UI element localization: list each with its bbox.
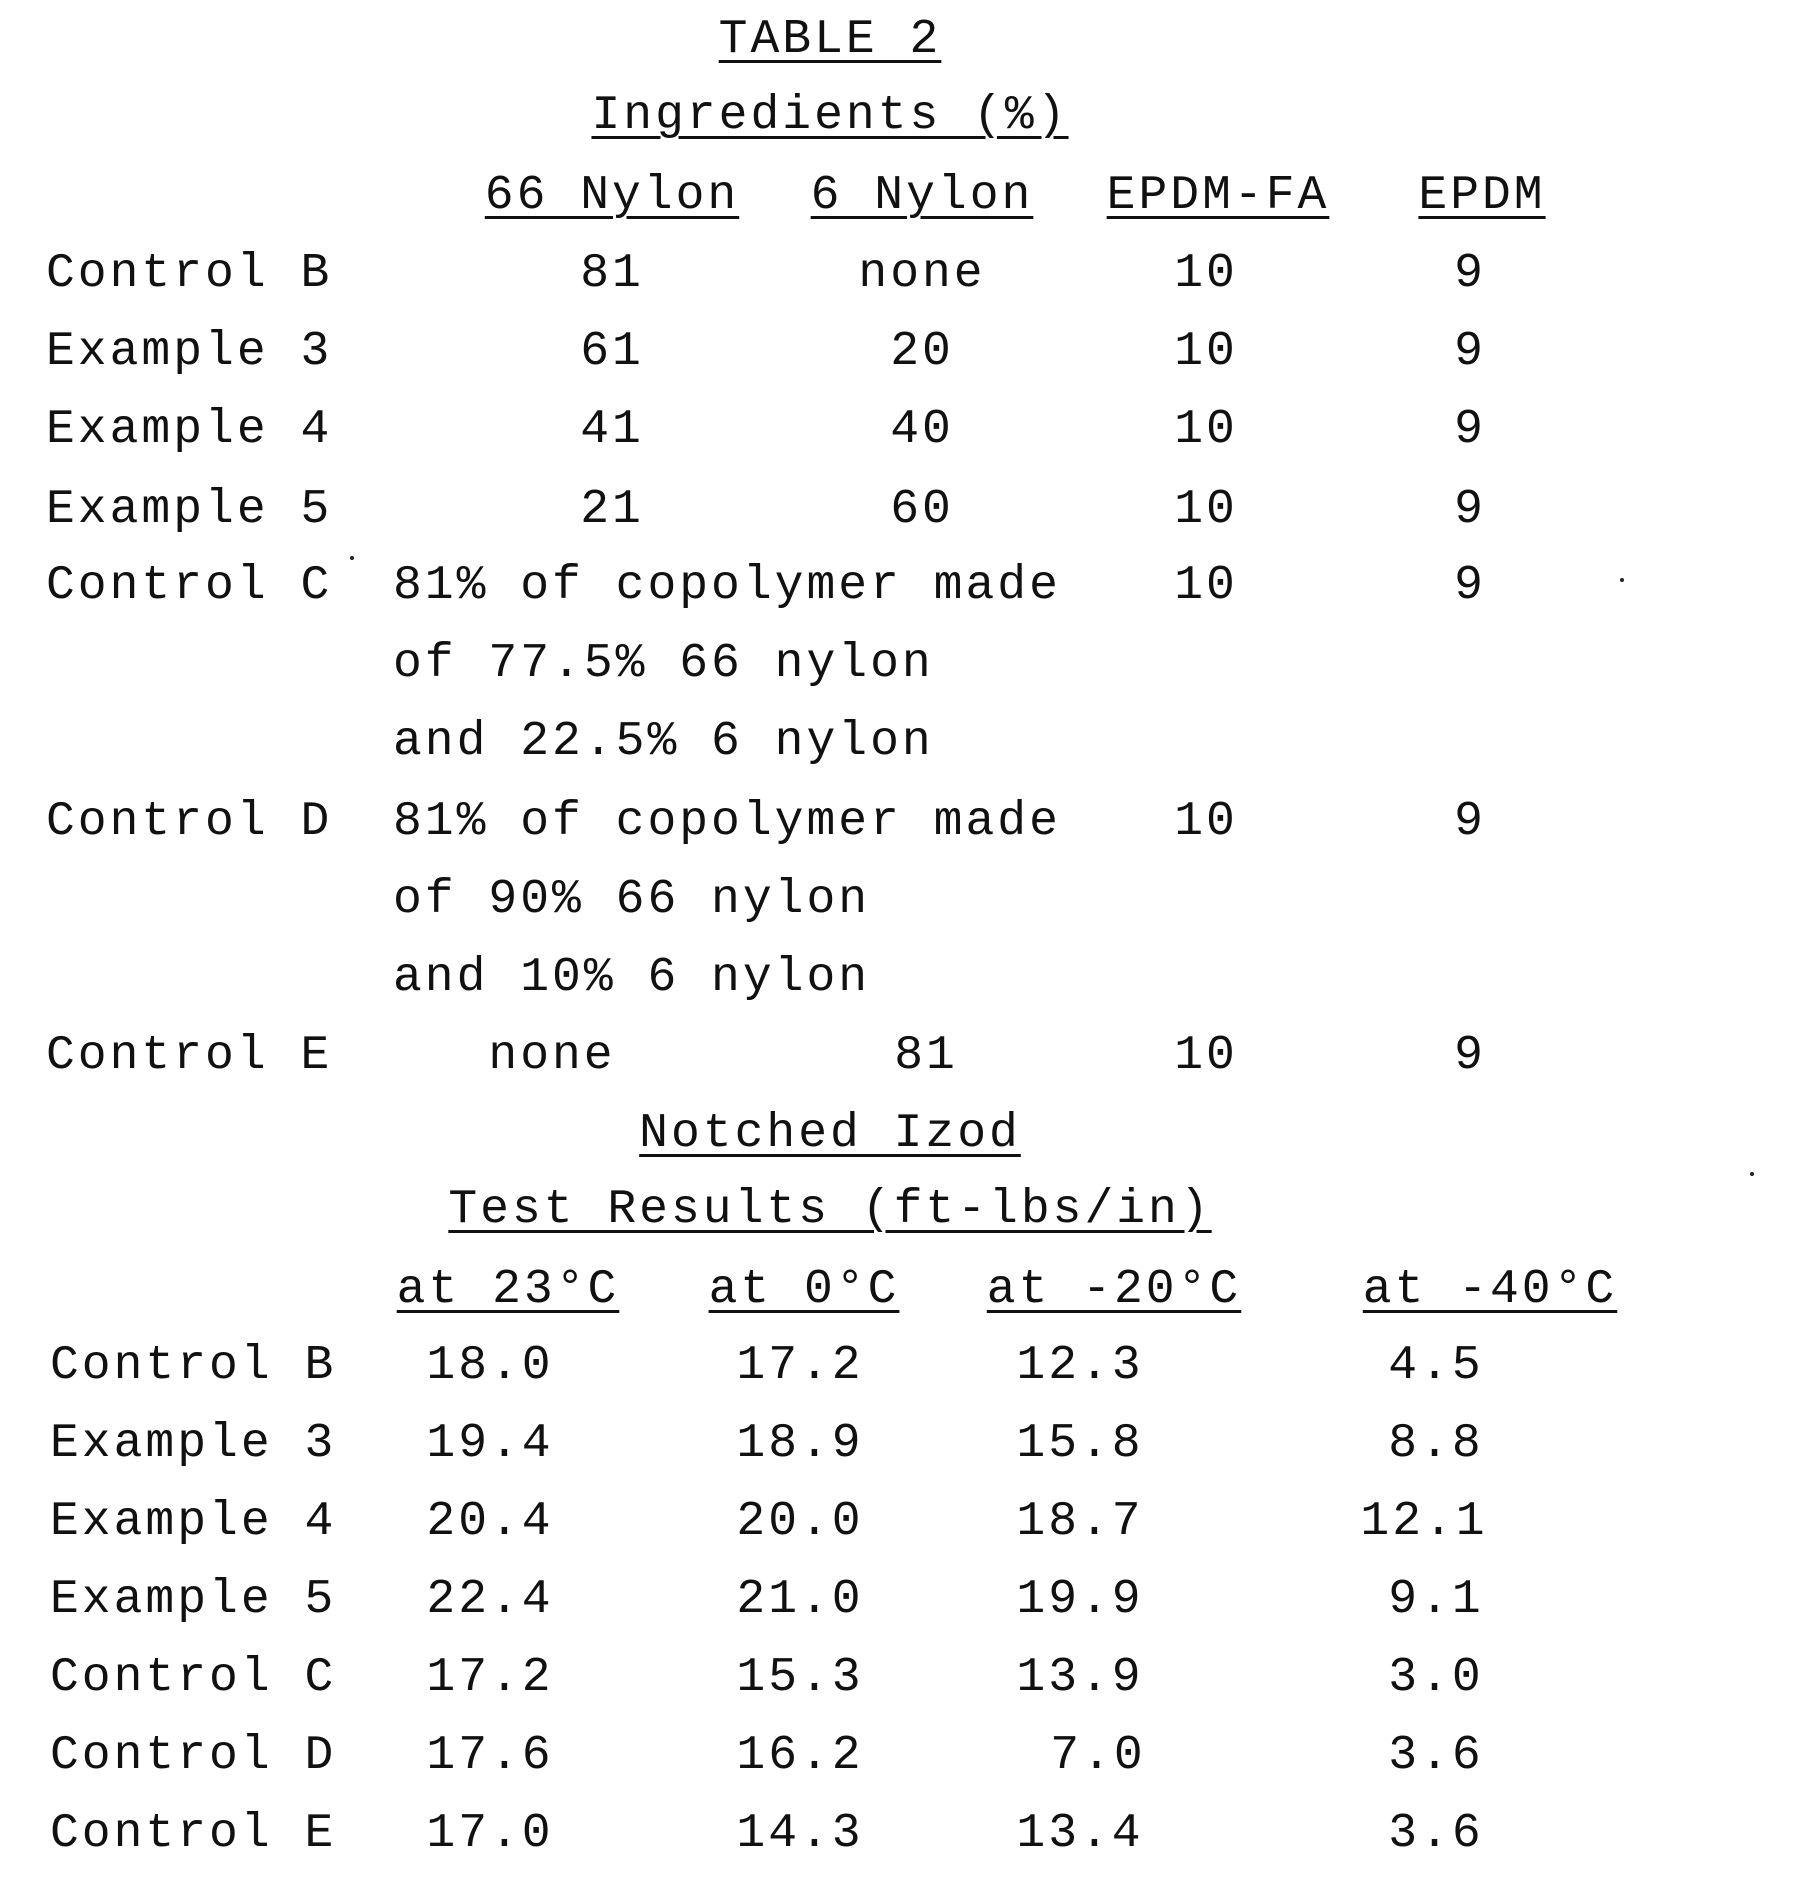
row-label: Example 3	[50, 1417, 337, 1471]
cell-minus20c: 18.7	[1016, 1495, 1144, 1549]
cell-minus40c: 12.1	[1360, 1495, 1488, 1549]
cell-0c: 15.3	[736, 1651, 864, 1705]
row-label: Control E	[46, 1029, 333, 1083]
cell-epdm: 9	[1454, 559, 1486, 613]
col-header-minus40c: at -40°C	[1362, 1263, 1618, 1317]
cell-0c: 20.0	[736, 1495, 864, 1549]
row-label: Control D	[50, 1729, 337, 1783]
col-header-epdm-fa: EPDM-FA	[1106, 169, 1330, 223]
izod-heading: Notched Izod	[639, 1107, 1021, 1161]
col-header-66-nylon: 66 Nylon	[484, 169, 740, 223]
composition-line: of 90% 66 nylon	[393, 873, 871, 927]
cell-epdm-fa: 10	[1174, 483, 1238, 537]
cell-6-nylon: 60	[890, 483, 954, 537]
composition-line: of 77.5% 66 nylon	[393, 637, 934, 691]
cell-66-nylon: 21	[580, 483, 644, 537]
cell-66-nylon: 41	[580, 403, 644, 457]
col-header-epdm: EPDM	[1418, 169, 1546, 223]
cell-6-nylon: 20	[890, 325, 954, 379]
cell-23c: 17.2	[426, 1651, 554, 1705]
row-label: Control B	[46, 247, 333, 301]
cell-6-nylon: 40	[890, 403, 954, 457]
cell-epdm-fa: 10	[1174, 1029, 1238, 1083]
cell-minus40c: 3.0	[1388, 1651, 1484, 1705]
col-header-23c: at 23°C	[396, 1263, 620, 1317]
cell-epdm-fa: 10	[1174, 403, 1238, 457]
cell-23c: 20.4	[426, 1495, 554, 1549]
cell-epdm: 9	[1454, 1029, 1486, 1083]
cell-epdm-fa: 10	[1174, 247, 1238, 301]
row-label: Control B	[50, 1339, 337, 1393]
cell-66-nylon: none	[488, 1029, 616, 1083]
cell-epdm: 9	[1454, 795, 1486, 849]
cell-66-nylon: 61	[580, 325, 644, 379]
col-header-6-nylon: 6 Nylon	[810, 169, 1034, 223]
scan-speck	[1620, 578, 1624, 582]
composition-line: and 10% 6 nylon	[393, 951, 871, 1005]
row-label: Example 3	[46, 325, 333, 379]
cell-23c: 18.0	[426, 1339, 554, 1393]
row-label: Example 5	[50, 1573, 337, 1627]
row-label: Control E	[50, 1807, 337, 1861]
cell-epdm: 9	[1454, 325, 1486, 379]
cell-6-nylon: none	[858, 247, 986, 301]
cell-minus20c: 15.8	[1016, 1417, 1144, 1471]
cell-0c: 18.9	[736, 1417, 864, 1471]
ingredients-heading: Ingredients (%)	[591, 89, 1069, 143]
row-label: Example 4	[46, 403, 333, 457]
cell-minus20c: 12.3	[1016, 1339, 1144, 1393]
composition-line: 81% of copolymer made	[393, 795, 1061, 849]
row-label: Control C	[46, 559, 333, 613]
cell-epdm-fa: 10	[1174, 559, 1238, 613]
row-label: Example 4	[50, 1495, 337, 1549]
cell-23c: 19.4	[426, 1417, 554, 1471]
cell-0c: 17.2	[736, 1339, 864, 1393]
row-label: Control C	[50, 1651, 337, 1705]
cell-0c: 16.2	[736, 1729, 864, 1783]
cell-23c: 17.6	[426, 1729, 554, 1783]
cell-epdm: 9	[1454, 403, 1486, 457]
cell-epdm: 9	[1454, 247, 1486, 301]
row-label: Example 5	[46, 483, 333, 537]
col-header-minus20c: at -20°C	[986, 1263, 1242, 1317]
col-header-0c: at 0°C	[708, 1263, 900, 1317]
cell-minus40c: 4.5	[1388, 1339, 1484, 1393]
cell-minus40c: 8.8	[1388, 1417, 1484, 1471]
cell-minus40c: 3.6	[1388, 1807, 1484, 1861]
cell-66-nylon: 81	[580, 247, 644, 301]
cell-minus20c: 13.9	[1016, 1651, 1144, 1705]
scan-speck	[350, 556, 354, 560]
cell-minus40c: 3.6	[1388, 1729, 1484, 1783]
table-title: TABLE 2	[718, 13, 942, 67]
izod-subheading: Test Results (ft-lbs/in)	[448, 1183, 1212, 1237]
cell-minus40c: 9.1	[1388, 1573, 1484, 1627]
cell-minus20c: 19.9	[1016, 1573, 1144, 1627]
cell-minus20c: 13.4	[1016, 1807, 1144, 1861]
row-label: Control D	[46, 795, 333, 849]
composition-line: and 22.5% 6 nylon	[393, 715, 934, 769]
composition-line: 81% of copolymer made	[393, 559, 1061, 613]
cell-0c: 14.3	[736, 1807, 864, 1861]
cell-minus20c: 7.0	[1050, 1729, 1146, 1783]
cell-0c: 21.0	[736, 1573, 864, 1627]
cell-epdm-fa: 10	[1174, 795, 1238, 849]
cell-23c: 17.0	[426, 1807, 554, 1861]
cell-epdm-fa: 10	[1174, 325, 1238, 379]
cell-23c: 22.4	[426, 1573, 554, 1627]
cell-epdm: 9	[1454, 483, 1486, 537]
scan-speck	[1750, 1172, 1754, 1176]
cell-6-nylon: 81	[894, 1029, 958, 1083]
